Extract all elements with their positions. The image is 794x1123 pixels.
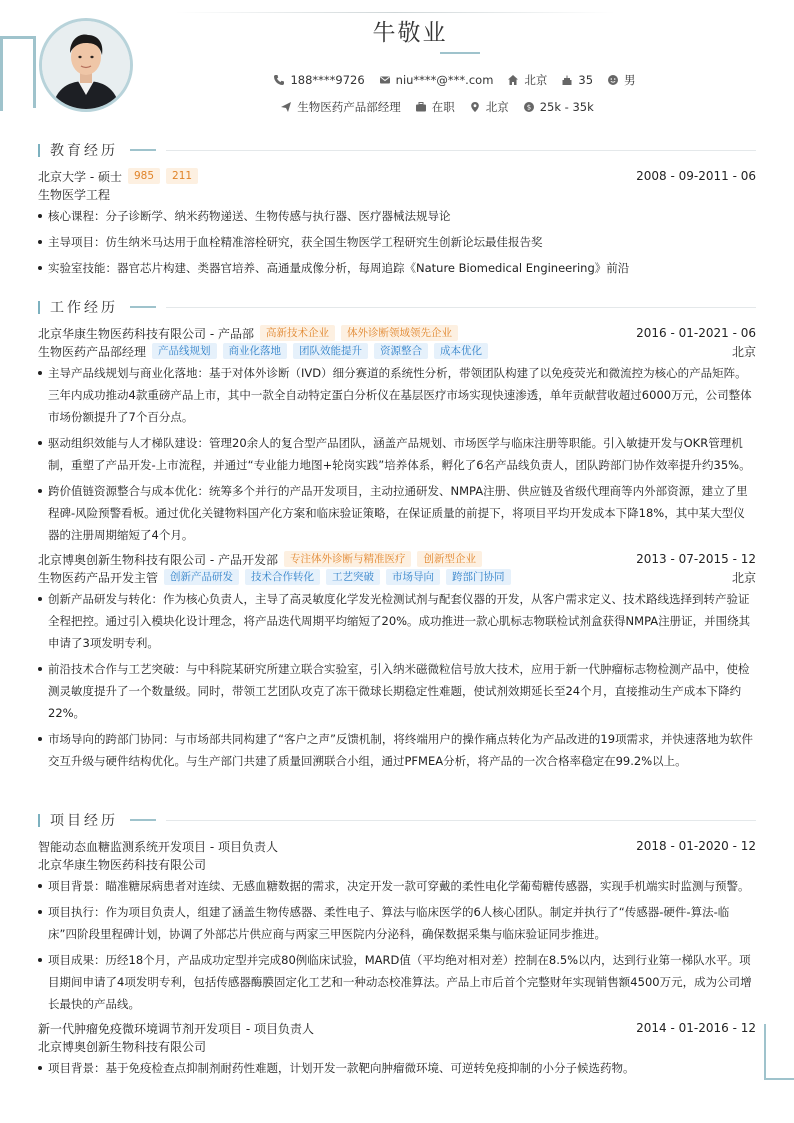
email-text: niu****@***.com	[395, 73, 494, 87]
phone-item	[273, 72, 364, 88]
send-icon	[280, 101, 292, 113]
contact-row	[115, 72, 794, 88]
bullet-item: 前沿技术合作与工艺突破：与中科院某研究所建立联合实验室，引入纳米磁微粒信号放大技术，应用于新一代肿瘤标志物检测产品中，使检测灵敏度提升了一个数量级。同时，带领工艺团队攻克了冻干微球长期稳定性难题，使试剂效期延长至24个月，直接推动生产成本下降约22%。	[38, 658, 756, 724]
section-bar	[38, 814, 40, 827]
position-item	[280, 99, 401, 115]
major: 生物医学工程	[38, 187, 111, 202]
home-icon	[507, 74, 519, 86]
svg-text:$: $	[526, 103, 531, 112]
skill-tag: 资源整合	[374, 343, 428, 359]
skill-tag: 成本优化	[434, 343, 488, 359]
email-item	[379, 72, 494, 88]
company-tag: 专注体外诊断与精准医疗	[284, 551, 412, 567]
email-icon	[379, 74, 391, 86]
work-section	[38, 298, 756, 776]
bullet-item: 驱动组织效能与人才梯队建设：管理20余人的复合型产品团队，涵盖产品规划、市场医学与临床注册等职能。引入敏捷开发与OKR管理机制，重塑了产品开发-上市流程，并通过“专业能力地图+轮岗实践”培养体系，孵化了6名产品线负责人，团队跨部门协作效率提升约35%。	[38, 432, 756, 476]
bullet-list	[38, 205, 756, 279]
bullet-item: 实验室技能：器官芯片构建、类器官培养、高通量成像分析，每周追踪《Nature Biomedical Engineering》前沿	[38, 257, 756, 279]
bullet-list	[38, 588, 756, 772]
bullet-list	[38, 362, 756, 546]
bullet-item: 项目成果：历经18个月，产品成功定型并完成80例临床试验，MARD值（平均绝对相对差）控制在8.5%以内，达到行业第一梯队水平。项目期间申请了4项发明专利，包括传感器酶膜固定化工艺和一种动态校准算法。产品上市后首个完整财年实现销售额4500万元，成为公司增长最快的产品线。	[38, 949, 756, 1015]
skill-tag: 商业化落地	[223, 343, 288, 359]
date-range: 2014 - 01-2016 - 12	[636, 1021, 756, 1035]
candidate-name: 牛敬业	[372, 20, 448, 46]
location-text: 北京	[485, 100, 509, 114]
section-header	[38, 141, 756, 159]
job-location: 北京	[731, 344, 756, 359]
briefcase-icon	[415, 101, 427, 113]
section-rule	[166, 307, 756, 308]
bullet-item: 市场导向的跨部门协同：与市场部共同构建了“客户之声”反馈机制，将终端用户的操作痛点转化为产品改进的19项需求，并快速落地为软件交互升级与硬件结构优化。与生产部门共建了质量回溯联合小组，通过PFMEA分析，将产品的一次合格率稳定在99.2%以上。	[38, 728, 756, 772]
skill-tag: 跨部门协同	[446, 569, 511, 585]
position-text: 生物医药产品部经理	[297, 100, 401, 114]
project-org: 北京华康生物医药科技有限公司	[38, 857, 207, 872]
section-header	[38, 811, 756, 829]
section-accent	[130, 819, 156, 821]
section-title: 项目经历	[50, 813, 118, 829]
project-name: 新一代肿瘤免疫微环境调节剂开发项目 - 项目负责人	[38, 1021, 314, 1036]
status-item	[415, 99, 455, 115]
company-tag: 体外诊断领域领先企业	[341, 325, 458, 341]
project-entry	[38, 837, 756, 1015]
bullet-item: 项目执行：作为项目负责人，组建了涵盖生物传感器、柔性电子、算法与临床医学的6人核心团队。制定并执行了“传感器-硬件-算法-临床”四阶段里程碑计划，协调了外部芯片供应商与两家三甲医院内分泌科，确保数据采集与临床验证同步推进。	[38, 901, 756, 945]
phone-icon	[273, 74, 285, 86]
face-icon	[607, 74, 619, 86]
skill-tag: 工艺突破	[326, 569, 380, 585]
bullet-item: 主导项目：仿生纳米马达用于血栓精准溶栓研究，获全国生物医学工程研究生创新论坛最佳报告奖	[38, 231, 756, 253]
date-range: 2018 - 01-2020 - 12	[636, 839, 756, 853]
age-item	[561, 72, 593, 88]
city-text: 北京	[524, 73, 548, 87]
section-title: 工作经历	[50, 300, 118, 316]
date-range: 2013 - 07-2015 - 12	[636, 552, 756, 566]
skill-tag: 创新产品研发	[164, 569, 239, 585]
skill-tag: 技术合作转化	[245, 569, 320, 585]
money-icon	[523, 101, 535, 113]
age-text: 35	[578, 73, 594, 87]
location-item	[469, 99, 509, 115]
work-entry	[38, 324, 756, 546]
skill-tag: 团队效能提升	[293, 343, 368, 359]
bullet-item: 项目背景：瞄准糖尿病患者对连续、无感血糖数据的需求，决定开发一款可穿戴的柔性电化学葡萄糖传感器，实现手机端实时监测与预警。	[38, 875, 756, 897]
section-accent	[130, 306, 156, 308]
gender-text: 男	[624, 73, 636, 87]
date-range: 2008 - 09-2011 - 06	[636, 169, 756, 183]
job-location: 北京	[731, 570, 756, 585]
intent-row	[80, 99, 794, 115]
phone-text: 188****9726	[290, 73, 365, 87]
bullet-list	[38, 875, 756, 1015]
skill-tag: 市场导向	[386, 569, 440, 585]
date-range: 2016 - 01-2021 - 06	[636, 326, 756, 340]
project-entry	[38, 1019, 756, 1079]
gender-item	[607, 72, 636, 88]
work-entry	[38, 550, 756, 772]
salary-text: 25k - 35k	[539, 100, 594, 114]
education-section	[38, 141, 756, 283]
corner-decoration-bottom-right	[764, 1024, 794, 1080]
job-title: 生物医药产品开发主管	[38, 570, 159, 585]
project-org: 北京博奥创新生物科技有限公司	[38, 1039, 207, 1054]
bullet-item: 创新产品研发与转化：作为核心负责人，主导了高灵敏度化学发光检测试剂与配套仪器的开发，从客户需求定义、技术路线选择到转产验证全程把控。通过引入模块化设计理念，将产品迭代周期平均缩短了20%。成功推进一款心肌标志物联检试剂盒获得NMPA注册证，并围绕其申请了3项发明专利。	[38, 588, 756, 654]
skill-tag: 产品线规划	[152, 343, 217, 359]
name-underline	[440, 52, 480, 54]
school-tag: 985	[128, 168, 160, 184]
school-tag: 211	[166, 168, 198, 184]
bullet-list	[38, 1057, 756, 1079]
project-name: 智能动态血糖监测系统开发项目 - 项目负责人	[38, 839, 278, 854]
section-title: 教育经历	[50, 143, 118, 159]
company-tag: 创新型企业	[417, 551, 482, 567]
section-rule	[166, 820, 756, 821]
company-name: 北京博奥创新生物科技有限公司 - 产品开发部	[38, 552, 278, 567]
section-bar	[38, 301, 40, 314]
cake-icon	[561, 74, 573, 86]
company-name: 北京华康生物医药科技有限公司 - 产品部	[38, 326, 254, 341]
bullet-item: 跨价值链资源整合与成本优化：统筹多个并行的产品开发项目，主动拉通研发、NMPA注册、供应链及省级代理商等内外部资源，建立了里程碑-风险预警看板。通过优化关键物料国产化方案和临床验证策略，在保证质量的前提下，将项目平均开发成本下降18%，其中某大型仪器的注册周期缩短了4个月。	[38, 480, 756, 546]
section-rule	[166, 150, 756, 151]
section-bar	[38, 144, 40, 157]
job-title: 生物医药产品部经理	[38, 344, 147, 359]
section-accent	[130, 149, 156, 151]
status-text: 在职	[431, 100, 455, 114]
bullet-item: 核心课程：分子诊断学、纳米药物递送、生物传感与执行器、医疗器械法规导论	[38, 205, 756, 227]
section-header	[38, 298, 756, 316]
education-entry	[38, 167, 756, 279]
projects-section	[38, 811, 756, 1083]
school-name: 北京大学 - 硕士	[38, 169, 122, 184]
salary-item	[523, 99, 594, 115]
bullet-item: 项目背景：基于免疫检查点抑制剂耐药性难题，计划开发一款靶向肿瘤微环境、可逆转免疫抑制的小分子候选药物。	[38, 1057, 756, 1079]
header-divider	[175, 12, 615, 13]
bullet-item: 主导产品线规划与商业化落地：基于对体外诊断（IVD）细分赛道的系统性分析，带领团队构建了以免疫荧光和微流控为核心的产品矩阵。三年内成功推动4款重磅产品上市，其中一款全自动特定蛋白分析仪在基层医疗市场实现快速渗透，单年贡献营收超过6000万元，公司整体市场份额提升了7个百分点。	[38, 362, 756, 428]
company-tag: 高新技术企业	[260, 325, 335, 341]
city-item	[507, 72, 547, 88]
location-pin-icon	[469, 101, 481, 113]
